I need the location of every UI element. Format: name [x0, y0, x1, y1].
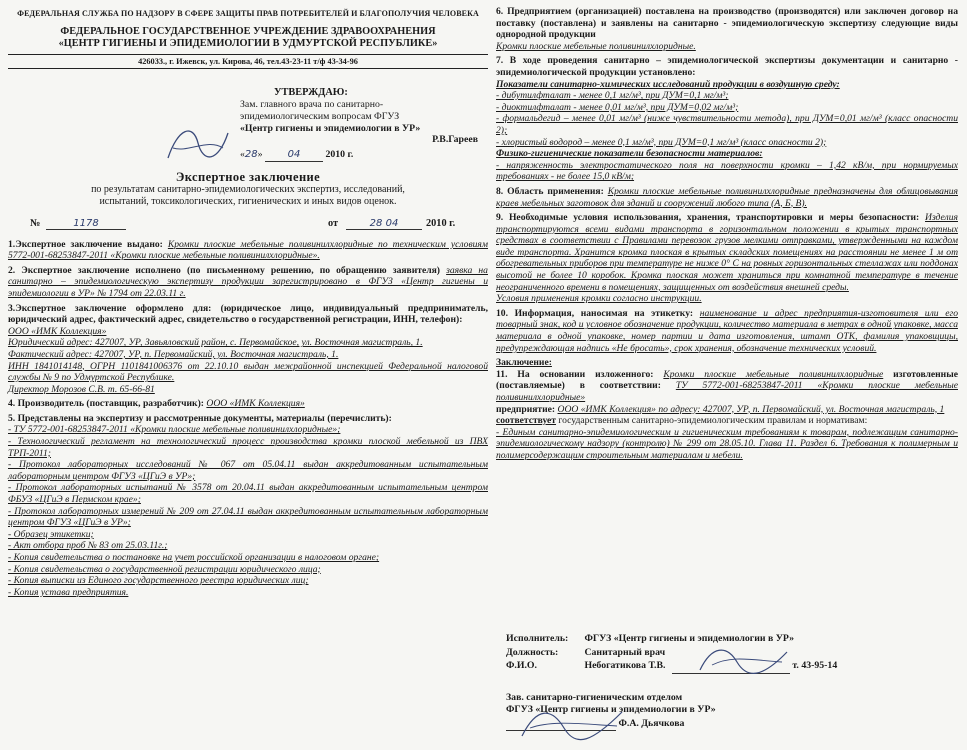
- approval-line-1: Зам. главного врача по санитарно-: [240, 98, 384, 110]
- section-9-value: Изделия транспортируются всеми видами транспорта в горизонтальном положении в крытых транспортных средствах в соответствии с Правилами перевозок грузов мелкими отправками, утвержденными на каждом виде транспорта. Хранится кромка плоская в крытых складских помещениях на расстоянии не менее 1 м от обогревательных приборов при температуре не ниже 0° С на ровных горизонтальных стеллажах или поддонах высотой не более 10 коробок. Кромка плоская может храниться при комнатной температуре в течение неограниченного времени в помещениях, защищенных от воздействия внешней среды.: [496, 212, 958, 293]
- section-7-phys-item: - напряженность электростатического поля на поверхности кромки – 1,42 кВ/м, при нормируемых требованиях - не более 15,0 кВ/м;: [496, 159, 958, 183]
- section-4-value: ООО «ИМК Коллекция»: [206, 398, 305, 410]
- name-label: Ф.И.О.: [506, 660, 538, 671]
- section-8: [496, 186, 958, 209]
- section-11-product: Кромки плоские мебельные поливинилхлоридные: [663, 368, 884, 380]
- right-column: [496, 0, 958, 462]
- section-7-chem-item: - диоктилфталат - менее 0,01 мг/м³, при ДУМ=0,02 мг/м³;: [496, 101, 739, 113]
- document-subtitle-line-2: испытаний, токсикологических, гигиенических и иных видов оценок.: [99, 195, 397, 207]
- section-5-item: - Протокол лабораторных испытаний № 3578 от 20.04.11 выдан аккредитованным испытательным центром ФБУЗ «ЦГиЭ в Пермском крае»;: [8, 482, 488, 506]
- section-6-label: 6. Предприятием (организацией) поставлена на производство (производятся) или заключен договор на поставку (поставлена) и заявлены на санитарно - эпидемиологическую экспертизу следующие виды однородной продукции: [496, 6, 958, 41]
- section-9-label: 9. Необходимые условия использования, хранения, транспортировки и меры безопасности:: [496, 212, 920, 224]
- position-value: Санитарный врач: [584, 646, 666, 658]
- org-line-2: «ЦЕНТР ГИГИЕНЫ И ЭПИДЕМИОЛОГИИ В УДМУРТСКОЙ РЕСПУБЛИКЕ»: [58, 38, 438, 50]
- date-label: от: [328, 217, 339, 229]
- section-11-text-4: государственным санитарно-эпидемиологическим правилам и нормативам:: [558, 415, 868, 427]
- section-11: [496, 369, 958, 404]
- section-4-label: 4. Производитель (поставщик, разработчик):: [8, 398, 204, 410]
- section-5-item: - Акт отбора проб № 83 от 25.03.11г.;: [8, 540, 168, 552]
- section-5-item: - ТУ 5772-001-68253847-2011 «Кромки плоские мебельные поливинилхлоридные»;: [8, 424, 341, 436]
- approval-signer: Р.В.Гареев: [432, 134, 478, 146]
- section-3-label: 3.Экспертное заключение оформлено для: (юридическое лицо, индивидуальный предприниматель, юридический адрес, фактический адрес, свидетельство о государственной регистрации, ИНН, телефон):: [8, 302, 488, 326]
- number-label: №: [30, 217, 41, 229]
- head-line-2: ФГУЗ «Центр гигиены и эпидемиологии в УР»: [506, 703, 716, 715]
- section-7-chem-item: - дибутилфталат - менее 0,1 мг/м³, при ДУМ=0,1 мг/м³;: [496, 90, 729, 102]
- section-3: [8, 303, 488, 396]
- approval-date: «28» 04 2010 г.: [240, 149, 354, 161]
- section-10-value: наименование и адрес предприятия-изготовителя или его товарный знак, код и условное обозначение продукции, количество материала в метрах в одной упаковке, масса материала в одной упаковке, номер партии и дата изготовления, штамп ОТК, фамилия упаковщицы, предупреждающая надпись «Не бросать», срок хранения, обозначение технических условий.: [496, 307, 958, 354]
- section-5-item: - Образец этикетки;: [8, 528, 94, 540]
- section-7-chem-item: - хлористый водород – менее 0,1 мг/м³, при ДУМ=0,1 мг/м³ (класс опасности 2);: [496, 136, 827, 148]
- section-3-line: ООО «ИМК Коллекция»: [8, 325, 107, 337]
- approval-date-month: 04: [265, 149, 323, 162]
- head-name: Ф.А. Дьячкова: [618, 717, 685, 729]
- section-9: [496, 212, 958, 305]
- document-subtitle: [8, 184, 488, 208]
- executor-signature-mark: [692, 640, 802, 680]
- approval-signature-mark: [158, 118, 238, 173]
- section-8-label: 8. Область применения:: [496, 185, 604, 197]
- section-3-line: ИНН 1841014148, ОГРН 1101841006376 от 22.10.10 выдан межрайонной инспекцией Федеральной налоговой службы № 9 по Удмуртской Республике.: [8, 360, 488, 384]
- org-header: [8, 26, 488, 51]
- document-number-line: [8, 218, 488, 236]
- org-line-1: ФЕДЕРАЛЬНОЕ ГОСУДАРСТВЕННОЕ УЧРЕЖДЕНИЕ ЗДРАВООХРАНЕНИЯ: [60, 25, 436, 37]
- section-7-label: 7. В ходе проведения санитарно – эпидемиологической экспертизы документации и санитарно - эпидемиологической продукции установлено:: [496, 55, 958, 78]
- section-1: [8, 239, 488, 262]
- section-5: [8, 413, 488, 599]
- position-label: Должность:: [506, 646, 559, 658]
- phone-value: т. 43-95-14: [792, 660, 838, 671]
- section-7-chem-item: - формальдегид – менее 0,01 мг/м³ (ниже чувствительности метода), при ДУМ=0,01 мг/м³ (класс опасности 2);: [496, 113, 958, 136]
- head-line-1: Зав. санитарно-гигиеническим отделом: [506, 691, 683, 703]
- section-5-item: - Копия свидетельства о постановке на учет российской организации в налоговом органе;: [8, 552, 380, 563]
- executor-value: ФГУЗ «Центр гигиены и эпидемиологии в УР»: [584, 633, 795, 644]
- document-subtitle-line-1: по результатам санитарно-эпидемиологических экспертиз, исследований,: [91, 183, 405, 195]
- section-11-enterprise: [496, 404, 958, 416]
- head-signature-mark: [512, 698, 632, 746]
- section-2: [8, 265, 488, 300]
- section-3-line: Юридический адрес: 427007, УР, Завьяловский район, с. Первомайское, ул. Восточная магистраль, 1.: [8, 337, 423, 349]
- conclusion-heading: Заключение:: [496, 357, 552, 369]
- section-5-item: - Протокол лабораторных измерений № 209 от 27.04.11 выдан аккредитованным испытательным лабораторным центром ФГУЗ «ЦГиЭ в УР»;: [8, 505, 488, 529]
- section-5-item: - Копия устава предприятия.: [8, 586, 129, 598]
- section-2-value: заявка на санитарно – эпидемиологическую экспертизу продукции зарегистрировано в ФГУЗ «Центр гигиены и эпидемиологии в УР» № 1794 от 22.03.11 г.: [8, 264, 488, 299]
- section-11-label-3: предприятие:: [496, 403, 556, 415]
- section-7-chem-heading: Показатели санитарно-химических исследований продукции в воздушную среду:: [496, 78, 840, 90]
- section-8-value: Кромки плоские мебельные поливинилхлоридные предназначены для облицовывания краев мебельных заготовок для зданий и сооружений любого типа (А, Б, В).: [496, 185, 958, 209]
- section-10: [496, 308, 958, 354]
- number-value: 1178: [46, 218, 126, 231]
- section-5-item: - Технологический регламент на технологический процесс производства кромки плоской мебельной из ПВХ ТРП-2011;: [8, 436, 488, 459]
- left-column: [8, 0, 488, 598]
- section-5-item: - Протокол лабораторных исследований № 067 от 05.04.11 выдан аккредитованным испытательным лабораторным центром ФГУЗ «ЦГиЭ в УР»;: [8, 459, 488, 482]
- section-9-extra: Условия применения кромки согласно инструкции.: [496, 293, 702, 305]
- section-11-compliance: [496, 415, 958, 427]
- section-3-line: Фактический адрес: 427007, УР, п. Первомайский, ул. Восточная магистраль, 1.: [8, 348, 339, 360]
- section-11-label-4: соответствует: [496, 415, 557, 427]
- section-6-value: Кромки плоские мебельные поливинилхлоридные.: [496, 40, 696, 52]
- date-value: 28 04: [346, 218, 422, 231]
- approval-line-2: эпидемиологическим вопросам ФГУЗ: [240, 110, 400, 122]
- section-2-label: 2. Экспертное заключение исполнено (по письменному решению, по обращению заявителя): [8, 264, 440, 276]
- section-5-item: - Копия свидетельства о государственной регистрации юридического лица;: [8, 563, 321, 575]
- section-11-label-2: изготовленные (поставляемые) в соответствии:: [496, 368, 958, 392]
- section-11-spec: ТУ 5772-001-68253847-2011 «Кромки плоские мебельные поливинилхлоридные»: [496, 380, 958, 403]
- approval-block: [240, 87, 488, 162]
- approval-title: УТВЕРЖДАЮ:: [274, 87, 348, 99]
- section-1-value: Кромки плоские мебельные поливинилхлоридные по техническим условиям 5772-001-68253847-2011 «Кромки плоские мебельные поливинилхлоридные».: [8, 238, 489, 262]
- section-7-phys-heading: Физико-гигиенические показатели безопасности материалов:: [496, 148, 763, 160]
- section-11-norms: - Единым санитарно-эпидемиологическим и гигиеническим требованиям к товарам, подлежащим санитарно-эпидемиологическому надзору (контролю) № 299 от 28.05.10. Глава 11. Раздел 6. Требования к полимерным и полимерсодержащим строительным материалам и мебели.: [496, 426, 958, 461]
- name-value: Небогатикова Т.В.: [584, 660, 666, 671]
- section-5-label: 5. Представлены на экспертизу и рассмотренные документы, материалы (перечислить):: [8, 412, 392, 424]
- section-5-item: - Копия выписки из Единого государственного реестра юридических лиц;: [8, 575, 309, 587]
- section-11-enterprise-value: ООО «ИМК Коллекция» по адресу: 427007, УР, п. Первомайский, ул. Восточная магистраль, 1: [557, 403, 945, 415]
- executor-label: Исполнитель:: [506, 633, 569, 644]
- section-3-line: Директор Морозов С.В. т. 65-66-81: [8, 383, 155, 395]
- date-year: 2010 г.: [426, 217, 456, 229]
- org-address: 426033., г. Ижевск, ул. Кирова, 46, тел.43-23-11 т/ф 43-34-96: [8, 54, 488, 70]
- approval-date-year: 2010 г.: [325, 149, 354, 161]
- approval-line-3: «Центр гигиены и эпидемиологии в УР»: [240, 122, 421, 134]
- section-10-label: 10. Информация, наносимая на этикетку:: [496, 307, 694, 319]
- approval-date-day: 28: [244, 149, 258, 161]
- section-4: [8, 398, 488, 410]
- section-1-label: 1.Экспертное заключение выдано:: [8, 238, 163, 250]
- document-title: Экспертное заключение: [175, 169, 321, 184]
- section-11-label: 11. На основании изложенного:: [496, 368, 654, 380]
- agency-header: ФЕДЕРАЛЬНАЯ СЛУЖБА ПО НАДЗОРУ В СФЕРЕ ЗАЩИТЫ ПРАВ ПОТРЕБИТЕЛЕЙ И БЛАГОПОЛУЧИЯ ЧЕЛОВЕКА: [17, 9, 479, 18]
